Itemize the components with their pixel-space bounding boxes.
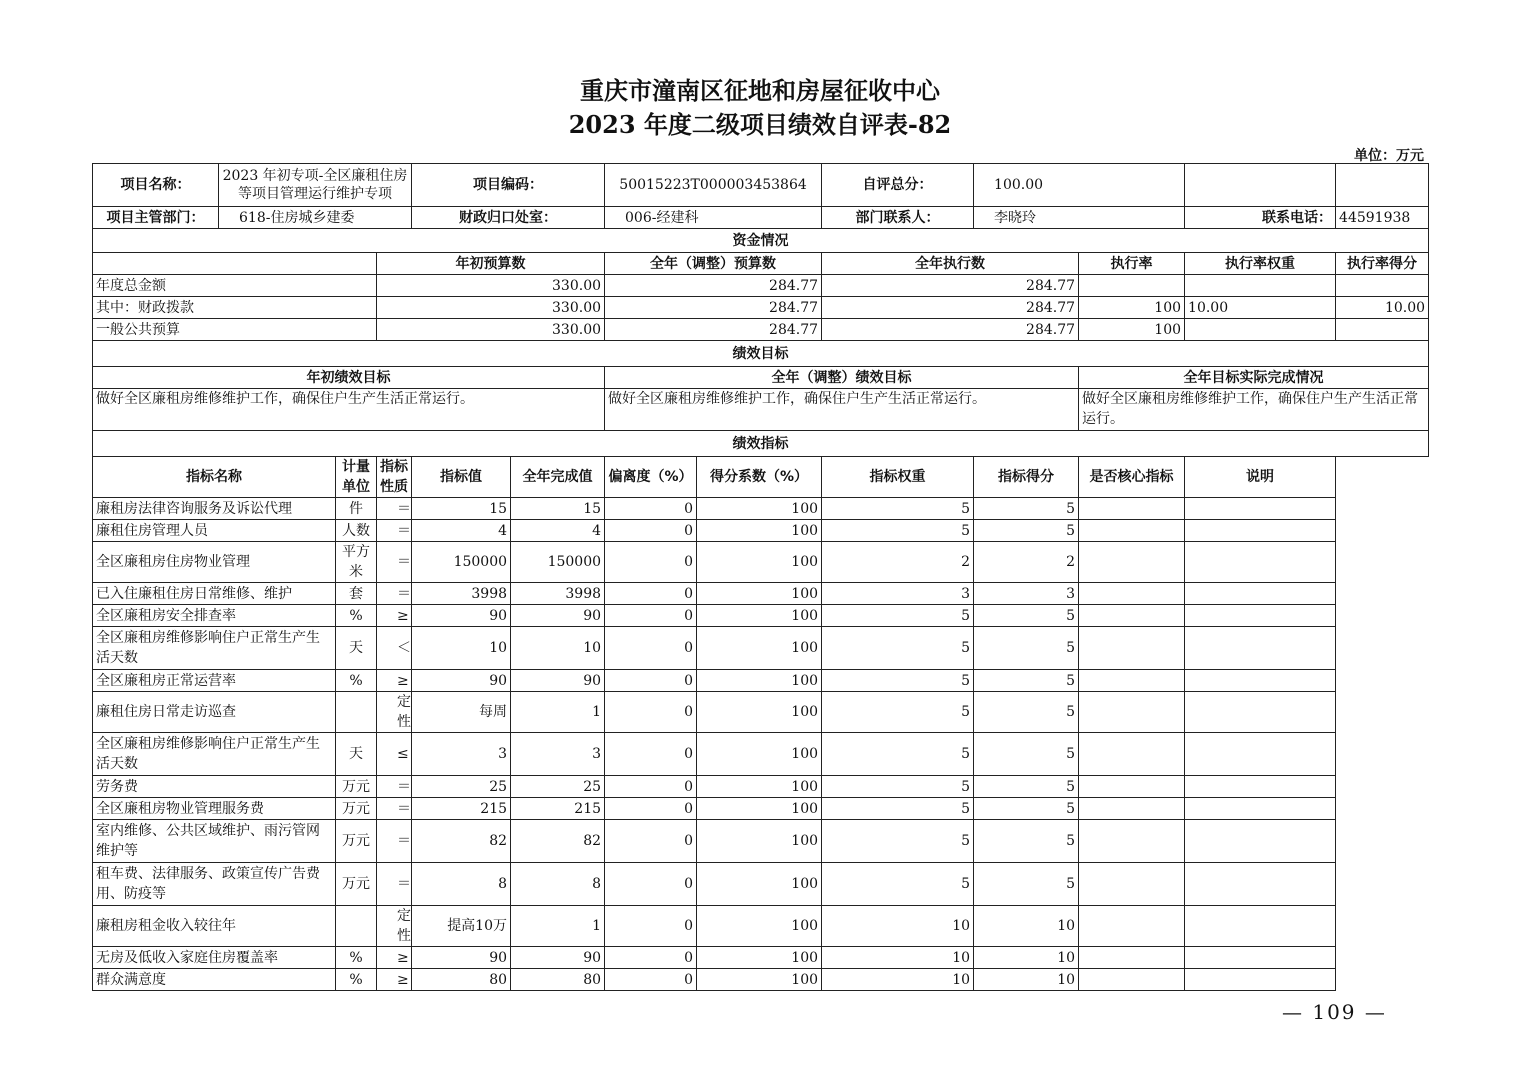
indicator-unit: 人数 [336, 520, 377, 542]
indicator-core [1079, 670, 1185, 692]
indicator-completed: 1 [511, 906, 605, 947]
indicator-completed: 80 [511, 969, 605, 991]
funds-header: 执行率 [1079, 253, 1185, 275]
indicator-score: 5 [974, 733, 1079, 776]
indicator-core [1079, 605, 1185, 627]
indicator-nature: 定性 [377, 692, 412, 733]
indicator-core [1079, 498, 1185, 520]
indicator-note [1185, 583, 1336, 605]
goals-header: 年初绩效目标 [93, 367, 605, 389]
funds-rate: 100 [1079, 297, 1185, 319]
indicator-score: 5 [974, 498, 1079, 520]
project-name: 2023 年初专项-全区廉租住房等项目管理运行维护专项 [219, 164, 412, 207]
indicator-note [1185, 670, 1336, 692]
funds-header: 执行率权重 [1185, 253, 1336, 275]
indicator-value: 3998 [412, 583, 511, 605]
indicator-core [1079, 863, 1185, 906]
indicator-value: 15 [412, 498, 511, 520]
indicator-note [1185, 520, 1336, 542]
indicator-header: 全年完成值 [511, 457, 605, 498]
indicator-value: 3 [412, 733, 511, 776]
indicator-completed: 15 [511, 498, 605, 520]
indicator-name: 无房及低收入家庭住房覆盖率 [93, 947, 336, 969]
indicator-completed: 150000 [511, 542, 605, 583]
indicator-coefficient: 100 [697, 969, 822, 991]
goals-header: 全年（调整）绩效目标 [605, 367, 1079, 389]
indicator-note [1185, 692, 1336, 733]
indicator-nature: ＝ [377, 542, 412, 583]
funds-weight [1185, 275, 1336, 297]
indicator-unit: 天 [336, 627, 377, 670]
goals-section [93, 341, 1429, 431]
indicator-coefficient: 100 [697, 498, 822, 520]
indicator-nature: ＝ [377, 520, 412, 542]
indicator-value: 4 [412, 520, 511, 542]
indicator-score: 5 [974, 605, 1079, 627]
indicator-unit: % [336, 605, 377, 627]
indicator-nature: ≥ [377, 605, 412, 627]
indicator-header: 偏离度（%） [605, 457, 697, 498]
table-row [93, 947, 1429, 969]
indicator-unit: 万元 [336, 776, 377, 798]
table-row [93, 733, 1429, 776]
project-name-label: 项目名称： [93, 164, 219, 207]
unit-label: 单位：万元 [1354, 148, 1424, 164]
indicator-completed: 90 [511, 605, 605, 627]
indicator-completed: 3 [511, 733, 605, 776]
indicator-header: 指标权重 [822, 457, 974, 498]
contact: 李晓玲 [974, 207, 1185, 229]
indicators-section-title: 绩效指标 [93, 431, 1429, 457]
indicator-name: 群众满意度 [93, 969, 336, 991]
indicator-unit: 件 [336, 498, 377, 520]
indicator-header: 指标性质 [377, 457, 412, 498]
funds-section [93, 229, 1429, 341]
indicator-note [1185, 863, 1336, 906]
finance-label: 财政归口处室： [412, 207, 605, 229]
indicator-value: 150000 [412, 542, 511, 583]
funds-rate [1079, 275, 1185, 297]
indicator-weight: 10 [822, 969, 974, 991]
indicators-section [93, 431, 1429, 991]
indicator-deviation: 0 [605, 627, 697, 670]
indicator-note [1185, 498, 1336, 520]
table-row [93, 627, 1429, 670]
indicator-core [1079, 820, 1185, 863]
indicator-weight: 5 [822, 798, 974, 820]
indicator-completed: 25 [511, 776, 605, 798]
empty-cell [1336, 164, 1429, 207]
self-score: 100.00 [974, 164, 1185, 207]
indicator-core [1079, 692, 1185, 733]
indicator-core [1079, 583, 1185, 605]
empty-cell [1185, 164, 1336, 207]
goal-adjusted: 做好全区廉租房维修维护工作，确保住户生产生活正常运行。 [605, 389, 1079, 431]
table-row [93, 498, 1429, 520]
indicator-deviation: 0 [605, 542, 697, 583]
indicator-coefficient: 100 [697, 863, 822, 906]
table-row [93, 776, 1429, 798]
funds-rate: 100 [1079, 319, 1185, 341]
funds-header: 执行率得分 [1336, 253, 1429, 275]
finance: 006-经建科 [605, 207, 822, 229]
funds-score [1336, 319, 1429, 341]
indicator-nature: ≥ [377, 947, 412, 969]
indicator-value: 215 [412, 798, 511, 820]
funds-initial: 330.00 [377, 319, 605, 341]
indicator-weight: 5 [822, 733, 974, 776]
indicator-unit: 平方米 [336, 542, 377, 583]
indicator-name: 租车费、法律服务、政策宣传广告费用、防疫等 [93, 863, 336, 906]
indicator-note [1185, 627, 1336, 670]
indicator-core [1079, 520, 1185, 542]
indicator-unit: 万元 [336, 798, 377, 820]
indicators-header-row [93, 457, 1429, 498]
indicator-unit: 万元 [336, 820, 377, 863]
section-row [93, 229, 1429, 253]
indicator-note [1185, 776, 1336, 798]
indicator-score: 10 [974, 969, 1079, 991]
indicator-deviation: 0 [605, 670, 697, 692]
indicator-deviation: 0 [605, 605, 697, 627]
indicator-coefficient: 100 [697, 947, 822, 969]
indicator-nature: ＜ [377, 627, 412, 670]
table-row [93, 542, 1429, 583]
table-row [93, 798, 1429, 820]
funds-executed: 284.77 [822, 275, 1079, 297]
indicator-value: 90 [412, 670, 511, 692]
indicator-value: 25 [412, 776, 511, 798]
goals-header-row [93, 367, 1429, 389]
table-row [93, 520, 1429, 542]
indicator-name: 廉租住房日常走访巡查 [93, 692, 336, 733]
goals-header: 全年目标实际完成情况 [1079, 367, 1429, 389]
indicator-note [1185, 733, 1336, 776]
indicator-name: 全区廉租房物业管理服务费 [93, 798, 336, 820]
indicator-weight: 3 [822, 583, 974, 605]
indicator-deviation: 0 [605, 906, 697, 947]
funds-section-title: 资金情况 [93, 229, 1429, 253]
self-score-label: 自评总分： [822, 164, 974, 207]
indicator-weight: 5 [822, 605, 974, 627]
indicator-completed: 4 [511, 520, 605, 542]
indicator-name: 全区廉租房住房物业管理 [93, 542, 336, 583]
indicator-coefficient: 100 [697, 583, 822, 605]
indicator-deviation: 0 [605, 863, 697, 906]
indicator-weight: 5 [822, 776, 974, 798]
funds-row [93, 319, 1429, 341]
table-row [93, 670, 1429, 692]
indicator-name: 全区廉租房安全排查率 [93, 605, 336, 627]
indicator-coefficient: 100 [697, 692, 822, 733]
indicator-nature: ≥ [377, 670, 412, 692]
indicator-coefficient: 100 [697, 906, 822, 947]
indicator-note [1185, 605, 1336, 627]
indicator-unit: % [336, 947, 377, 969]
indicator-name: 已入住廉租住房日常维修、维护 [93, 583, 336, 605]
indicator-deviation: 0 [605, 520, 697, 542]
indicator-score: 5 [974, 627, 1079, 670]
table-row [93, 583, 1429, 605]
indicator-weight: 10 [822, 906, 974, 947]
indicator-coefficient: 100 [697, 776, 822, 798]
indicator-core [1079, 798, 1185, 820]
indicator-header: 计量单位 [336, 457, 377, 498]
indicator-score: 2 [974, 542, 1079, 583]
indicator-score: 5 [974, 520, 1079, 542]
table-row [93, 692, 1429, 733]
indicator-completed: 10 [511, 627, 605, 670]
indicator-core [1079, 906, 1185, 947]
funds-executed: 284.77 [822, 319, 1079, 341]
indicator-coefficient: 100 [697, 542, 822, 583]
indicator-weight: 5 [822, 498, 974, 520]
indicator-header: 得分系数（%） [697, 457, 822, 498]
indicator-score: 5 [974, 820, 1079, 863]
header-section [93, 164, 1429, 229]
funds-header: 年初预算数 [377, 253, 605, 275]
indicator-completed: 90 [511, 947, 605, 969]
indicator-weight: 2 [822, 542, 974, 583]
table-row [93, 863, 1429, 906]
indicator-score: 5 [974, 692, 1079, 733]
indicator-deviation: 0 [605, 498, 697, 520]
indicator-completed: 8 [511, 863, 605, 906]
indicator-name: 全区廉租房维修影响住户正常生产生活天数 [93, 733, 336, 776]
indicator-note [1185, 947, 1336, 969]
indicator-completed: 82 [511, 820, 605, 863]
indicator-note [1185, 542, 1336, 583]
section-row [93, 431, 1429, 457]
indicator-completed: 1 [511, 692, 605, 733]
funds-initial: 330.00 [377, 297, 605, 319]
indicator-nature: ＝ [377, 498, 412, 520]
project-code: 50015223T000003453864 [605, 164, 822, 207]
page-number: — 109 — [1282, 1000, 1387, 1024]
table-row [93, 906, 1429, 947]
indicator-note [1185, 906, 1336, 947]
indicator-name: 全区廉租房维修影响住户正常生产生活天数 [93, 627, 336, 670]
funds-score [1336, 275, 1429, 297]
indicator-weight: 5 [822, 820, 974, 863]
indicator-completed: 3998 [511, 583, 605, 605]
indicator-unit [336, 906, 377, 947]
indicator-unit: 万元 [336, 863, 377, 906]
indicator-deviation: 0 [605, 947, 697, 969]
indicator-header: 是否核心指标 [1079, 457, 1185, 498]
phone-label: 联系电话： [1185, 207, 1336, 229]
funds-initial: 330.00 [377, 275, 605, 297]
dept-label: 项目主管部门： [93, 207, 219, 229]
indicator-completed: 90 [511, 670, 605, 692]
section-row [93, 341, 1429, 367]
indicator-completed: 215 [511, 798, 605, 820]
indicator-core [1079, 542, 1185, 583]
indicator-deviation: 0 [605, 820, 697, 863]
table-row [93, 820, 1429, 863]
funds-row-label: 一般公共预算 [93, 319, 377, 341]
indicator-name: 室内维修、公共区域维护、雨污管网维护等 [93, 820, 336, 863]
table-row [93, 605, 1429, 627]
funds-weight [1185, 319, 1336, 341]
funds-header-row [93, 253, 1429, 275]
goals-section-title: 绩效目标 [93, 341, 1429, 367]
indicator-value: 80 [412, 969, 511, 991]
indicator-score: 10 [974, 906, 1079, 947]
indicator-deviation: 0 [605, 969, 697, 991]
indicator-coefficient: 100 [697, 670, 822, 692]
indicator-value: 10 [412, 627, 511, 670]
indicator-unit: 套 [336, 583, 377, 605]
indicator-weight: 5 [822, 520, 974, 542]
funds-row-label: 年度总金额 [93, 275, 377, 297]
phone: 44591938 [1336, 207, 1429, 229]
indicator-deviation: 0 [605, 776, 697, 798]
indicator-deviation: 0 [605, 583, 697, 605]
indicator-score: 10 [974, 947, 1079, 969]
indicator-value: 提高10万 [412, 906, 511, 947]
indicator-coefficient: 100 [697, 733, 822, 776]
indicator-coefficient: 100 [697, 798, 822, 820]
indicator-core [1079, 627, 1185, 670]
indicator-weight: 5 [822, 863, 974, 906]
dept: 618-住房城乡建委 [219, 207, 412, 229]
funds-adjusted: 284.77 [605, 297, 822, 319]
funds-header: 全年执行数 [822, 253, 1079, 275]
funds-header: 全年（调整）预算数 [605, 253, 822, 275]
goal-initial: 做好全区廉租房维修维护工作，确保住户生产生活正常运行。 [93, 389, 605, 431]
indicator-nature: ＝ [377, 798, 412, 820]
performance-table [92, 163, 1429, 991]
indicator-score: 5 [974, 863, 1079, 906]
funds-row [93, 275, 1429, 297]
indicator-note [1185, 798, 1336, 820]
funds-adjusted: 284.77 [605, 275, 822, 297]
indicator-value: 90 [412, 605, 511, 627]
indicator-weight: 5 [822, 627, 974, 670]
project-code-label: 项目编码： [412, 164, 605, 207]
indicator-name: 劳务费 [93, 776, 336, 798]
indicator-header: 指标得分 [974, 457, 1079, 498]
indicator-core [1079, 969, 1185, 991]
indicator-value: 82 [412, 820, 511, 863]
indicator-unit [336, 692, 377, 733]
goals-row [93, 389, 1429, 431]
indicator-nature: ≥ [377, 969, 412, 991]
indicator-deviation: 0 [605, 692, 697, 733]
indicator-note [1185, 820, 1336, 863]
indicator-nature: 定性 [377, 906, 412, 947]
page-title: 重庆市潼南区征地和房屋征收中心 [580, 76, 940, 105]
indicator-coefficient: 100 [697, 520, 822, 542]
indicator-unit: % [336, 969, 377, 991]
indicator-deviation: 0 [605, 798, 697, 820]
indicator-score: 3 [974, 583, 1079, 605]
funds-executed: 284.77 [822, 297, 1079, 319]
indicator-value: 每周 [412, 692, 511, 733]
funds-header-blank [93, 253, 377, 275]
funds-row [93, 297, 1429, 319]
indicator-score: 5 [974, 776, 1079, 798]
indicator-core [1079, 776, 1185, 798]
indicator-nature: ≤ [377, 733, 412, 776]
funds-adjusted: 284.77 [605, 319, 822, 341]
indicator-core [1079, 947, 1185, 969]
table-row [93, 969, 1429, 991]
indicator-nature: ＝ [377, 863, 412, 906]
indicator-score: 5 [974, 798, 1079, 820]
page-subtitle: 2023 年度二级项目绩效自评表-82 [568, 110, 952, 139]
indicator-header: 指标名称 [93, 457, 336, 498]
indicator-coefficient: 100 [697, 820, 822, 863]
indicator-score: 5 [974, 670, 1079, 692]
funds-score: 10.00 [1336, 297, 1429, 319]
indicator-unit: % [336, 670, 377, 692]
indicator-note [1185, 969, 1336, 991]
goal-actual: 做好全区廉租房维修维护工作，确保住户生产生活正常运行。 [1079, 389, 1429, 431]
indicator-weight: 10 [822, 947, 974, 969]
indicator-weight: 5 [822, 670, 974, 692]
indicator-coefficient: 100 [697, 627, 822, 670]
indicator-nature: ＝ [377, 583, 412, 605]
indicator-value: 8 [412, 863, 511, 906]
indicator-coefficient: 100 [697, 605, 822, 627]
indicator-name: 全区廉租房正常运营率 [93, 670, 336, 692]
indicator-name: 廉租住房管理人员 [93, 520, 336, 542]
indicator-core [1079, 733, 1185, 776]
funds-row-label: 其中：财政拨款 [93, 297, 377, 319]
indicator-nature: ＝ [377, 776, 412, 798]
indicator-unit: 天 [336, 733, 377, 776]
contact-label: 部门联系人： [822, 207, 974, 229]
indicator-deviation: 0 [605, 733, 697, 776]
indicator-name: 廉租房法律咨询服务及诉讼代理 [93, 498, 336, 520]
indicator-header: 说明 [1185, 457, 1336, 498]
funds-weight: 10.00 [1185, 297, 1336, 319]
indicator-value: 90 [412, 947, 511, 969]
indicator-header: 指标值 [412, 457, 511, 498]
indicator-nature: ＝ [377, 820, 412, 863]
indicator-name: 廉租房租金收入较往年 [93, 906, 336, 947]
indicator-weight: 5 [822, 692, 974, 733]
